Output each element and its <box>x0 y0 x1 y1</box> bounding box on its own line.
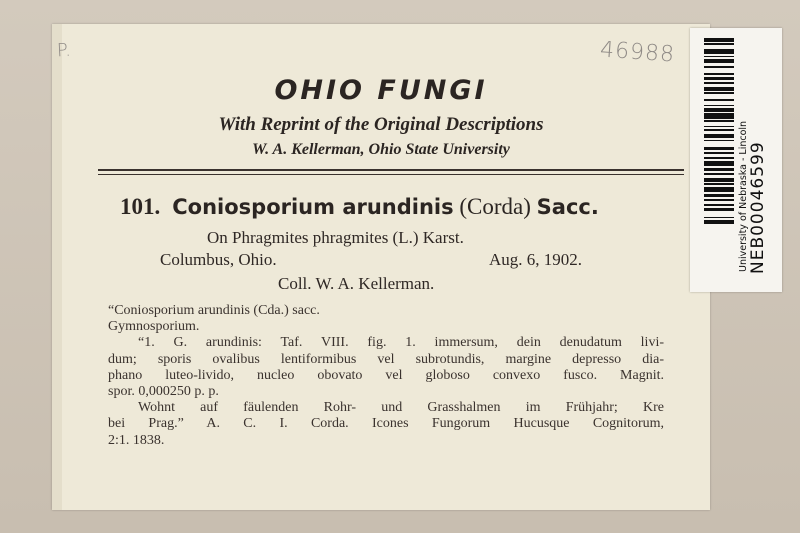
barcode-bar <box>704 126 734 128</box>
barcode-bar <box>704 73 734 75</box>
species-name: Coniosporium arundinis <box>172 195 454 219</box>
barcode-bar <box>704 168 734 172</box>
barcode-bar <box>704 87 734 91</box>
barcode-bar <box>704 140 734 142</box>
barcode-label <box>690 28 782 292</box>
description-line: phano luteo-livido, nucleo obovato vel globoso convexo fusco. Magnit. <box>108 367 664 383</box>
barcode-number: NEB00046599 <box>748 141 768 274</box>
barcode-bar <box>704 77 734 81</box>
barcode-bar <box>704 134 734 138</box>
label-title: OHIO FUNGI <box>274 75 488 106</box>
description-line: 2:1. 1838. <box>108 432 165 448</box>
collection-date: Aug. 6, 1902. <box>489 250 583 269</box>
barcode-bar <box>704 92 734 94</box>
barcode-bar <box>704 49 734 54</box>
description-line: Wohnt auf fäulenden Rohr- und Grasshalmen im Frühjahr; Kre <box>138 400 664 416</box>
barcode-bar <box>704 161 734 166</box>
divider-thick <box>98 169 684 171</box>
species-heading <box>120 194 599 220</box>
barcode-bar <box>704 194 734 198</box>
description-line: “Coniosporium arundinis (Cda.) sacc. <box>108 303 320 318</box>
barcode-bar <box>704 220 734 224</box>
handwritten-accession-number: 46988 <box>599 37 676 68</box>
barcode-bar <box>704 199 734 201</box>
species-authority: (Corda) <box>459 194 531 219</box>
barcode-bar <box>704 59 734 63</box>
barcode-bar <box>704 178 734 182</box>
collector: Coll. W. A. Kellerman. <box>278 274 435 293</box>
label-author: W. A. Kellerman, Ohio State University <box>252 141 510 158</box>
divider-thin <box>98 174 684 175</box>
barcode-bar <box>704 208 734 212</box>
barcode-bar <box>704 99 734 101</box>
barcode-bar <box>704 204 734 206</box>
institution-name: University of Nebraska - Lincoln <box>738 120 749 272</box>
description-line: dum; sporis ovalibus lentiformibus vel subrotundis, margine depresso dia- <box>108 351 664 367</box>
barcode-bar <box>704 56 734 58</box>
barcode-bar <box>704 129 734 131</box>
barcode-bar <box>704 82 734 84</box>
specimen-number: 101. <box>120 194 161 219</box>
barcode-bar <box>704 66 734 68</box>
description-line: “1. G. arundinis: Taf. VIII. fig. 1. immersum, dein denudatum livi- <box>138 335 664 351</box>
barcode-bar <box>704 43 734 45</box>
barcode-bar <box>704 113 734 118</box>
label-subtitle: With Reprint of the Original Descriptions <box>218 114 544 135</box>
species-authority-secondary: Sacc. <box>536 195 599 219</box>
barcode-bar <box>704 183 734 185</box>
barcode-bar <box>704 152 734 154</box>
description-line: bei Prag.” A. C. I. Corda. Icones Fungorum Hucusque Cognitorum, <box>108 416 664 432</box>
barcode-bar <box>704 173 734 175</box>
barcode-bar <box>704 147 734 151</box>
description-line: Gymnosporium. <box>108 319 200 335</box>
barcode-bar <box>704 120 734 122</box>
handwritten-mark: P. <box>56 39 72 62</box>
barcode-bar <box>704 187 734 192</box>
barcode-bar <box>704 157 734 159</box>
barcode-bar <box>704 108 734 112</box>
barcode-bar <box>704 217 734 219</box>
original-description <box>108 303 664 449</box>
barcode-bar <box>704 105 734 107</box>
description-line: spor. 0,000250 p. p. <box>108 384 219 400</box>
locality: Columbus, Ohio. <box>160 250 277 269</box>
barcode-graphic <box>704 38 734 284</box>
host-info: On Phragmites phragmites (L.) Karst. <box>207 228 464 247</box>
barcode-bar <box>704 38 734 42</box>
